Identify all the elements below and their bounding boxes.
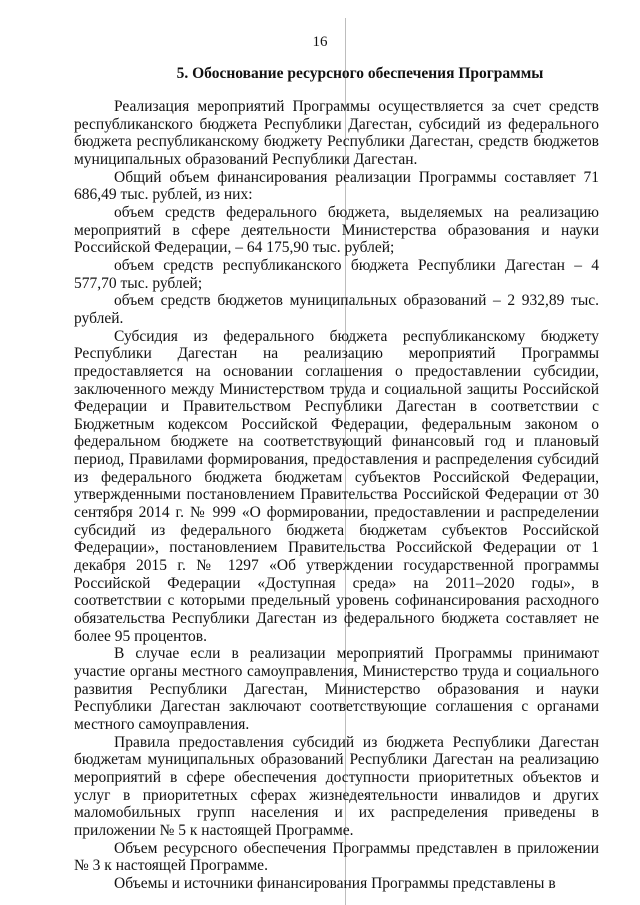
paragraph-subsidy-basis: Субсидия из федерального бюджета республиканскому бюджету Республики Дагестан на реализацию мероприятий Программы предоставляется на основании соглашения о предоставлении субсидии, заключенного между Министерством труда и социальной защиты Российской Федерации и Правительством Республики Дагестан в соответствии с Бюджетным кодексом Российской Федерации, федеральным законом о федеральном бюджете на соответствующий финансовый год и плановый период, Правилами формирования, предоставления и распределения субсидий из федерального бюджета бюджетам субъектов Российской Федерации, утвержденными постановлением Правительства Российской Федерации от 30 сентября 2014 г. № 999 «О формировании, предоставлении и распределении субсидий из федерального бюджета бюджетам субъектов Российской Федерации», постановлением Правительства Российской Федерации от 1 декабря 2015 г. № 1297 «Об утверждении государственной программы Российской Федерации «Доступная среда» на 2011–2020 годы», в соответствии с которыми предельный уровень софинансирования расходного обязательства Республики Дагестан из федерального бюджета составляет не более 95 процентов. bbox=[74, 327, 599, 645]
paragraph-republic-budget: объем средств республиканского бюджета Республики Дагестан – 4 577,70 тыс. рублей; bbox=[74, 256, 599, 292]
paragraph-subsidy-rules: Правила предоставления субсидий из бюджета Республики Дагестан бюджетам муниципальных образований Республики Дагестан на реализацию мероприятий в сфере обеспечения доступности приоритетных объектов и услуг в приоритетных сферах жизнедеятельности инвалидов и других маломобильных групп населения и их распределения приведены в приложении № 5 к настоящей Программе. bbox=[74, 733, 599, 839]
paragraph-federal-budget: объем средств федерального бюджета, выделяемых на реализацию мероприятий в сфере деятельности Министерства образования и науки Российской Федерации, – 64 175,90 тыс. рублей; bbox=[74, 203, 599, 257]
paragraph-total-volume: Общий объем финансирования реализации Программы составляет 71 686,49 тыс. рублей, из них: bbox=[74, 168, 599, 204]
paragraph-municipal-budget: объем средств бюджетов муниципальных образований – 2 932,89 тыс. рублей. bbox=[74, 292, 599, 327]
section-title: 5. Обоснование ресурсного обеспечения Программы bbox=[176, 65, 544, 82]
paragraph-appendix-3: Объем ресурсного обеспечения Программы представлен в приложении № 3 к настоящей Программе. bbox=[74, 839, 599, 875]
paragraph-funding-sources: Реализация мероприятий Программы осуществляется за счет средств республиканского бюджета Республики Дагестан, субсидий из федерального бюджета республиканскому бюджету Республики Дагестан, средств бюджетов муниципальных образований Республики Дагестан. bbox=[74, 98, 599, 168]
paragraph-local-government: В случае если в реализации мероприятий Программы принимают участие органы местного самоуправления, Министерство труда и социального развития Республики Дагестан, Министерство образования и науки Республики Дагестан заключают соответствующие соглашения с органами местного самоуправления. bbox=[74, 645, 599, 733]
paragraph-financing-sources: Объемы и источники финансирования Программы представлены в bbox=[114, 874, 556, 892]
section-body bbox=[74, 98, 599, 893]
page-number: 16 bbox=[312, 34, 328, 50]
